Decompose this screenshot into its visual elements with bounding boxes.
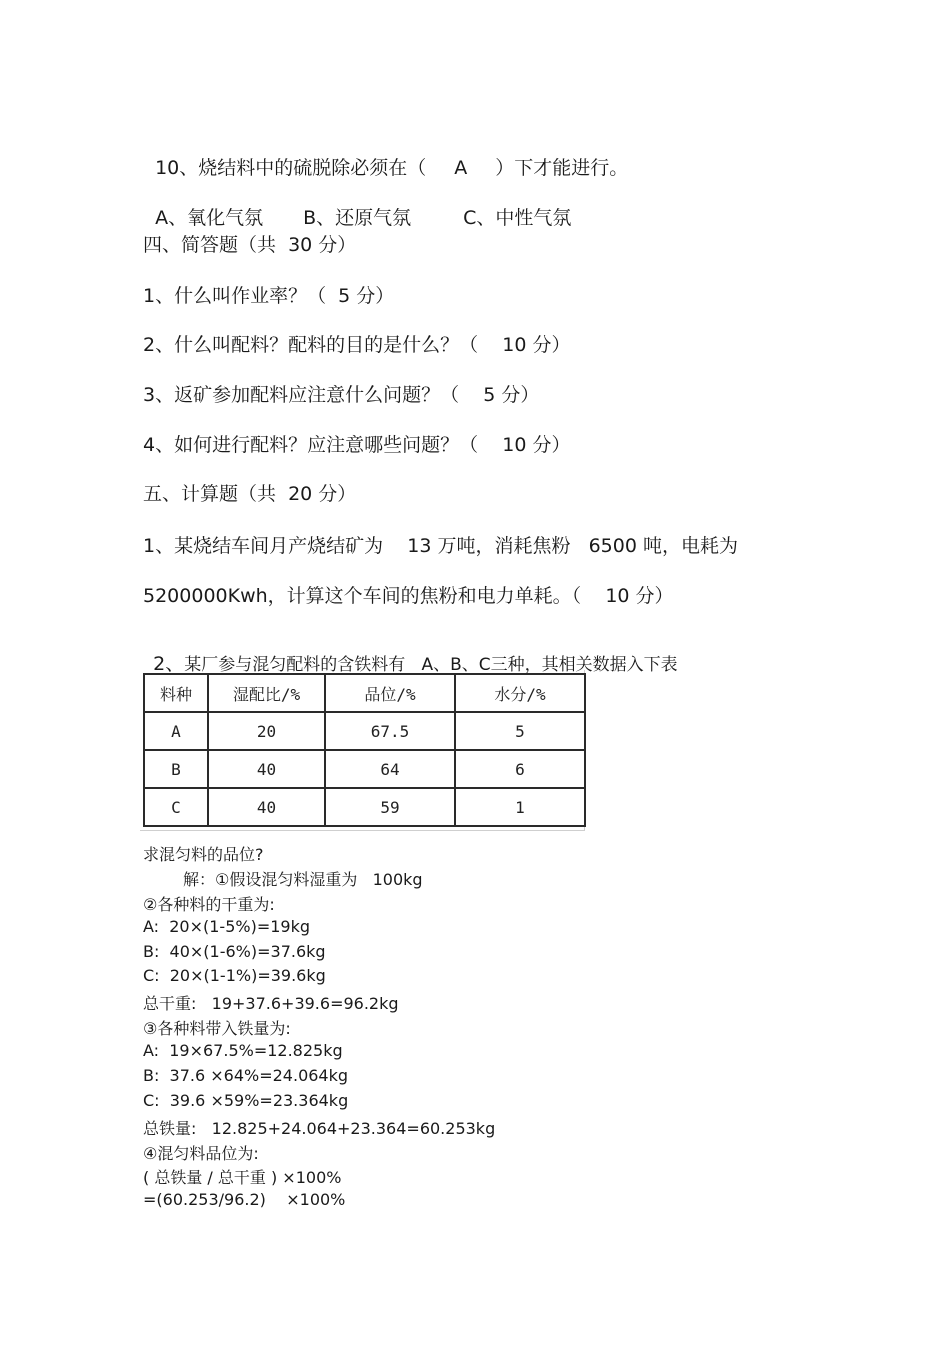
table-row xyxy=(144,712,585,750)
solution-line: A: 20×(1-5%)=19kg xyxy=(143,917,310,936)
solution-line: B: 37.6 ×64%=24.064kg xyxy=(143,1066,349,1085)
solution-line: 解：①假设混匀料湿重为 100kg xyxy=(183,870,423,889)
question-10-options xyxy=(143,181,571,230)
table-cell: B xyxy=(144,750,208,788)
question-10 xyxy=(143,131,628,180)
table-cell: A xyxy=(144,712,208,750)
table-header: 湿配比/% xyxy=(208,674,325,712)
table-cell: 5 xyxy=(455,712,585,750)
solution-line: ④混匀料品位为: xyxy=(143,1144,259,1163)
option-b: B、还原气氛 xyxy=(303,207,412,229)
calc-q1-line1: 1、某烧结车间月产烧结矿为 13 万吨，消耗焦粉 6500 吨，电耗为 xyxy=(143,535,738,557)
calc-q1-line2: 5200000Kwh，计算这个车间的焦粉和电力单耗。（ 10 分） xyxy=(143,585,674,607)
table-cell: 6 xyxy=(455,750,585,788)
section-4-title: 四、简答题（共 30 分） xyxy=(143,234,357,256)
table-cell: C xyxy=(144,788,208,826)
option-a: A、氧化气氛 xyxy=(155,207,264,229)
table-cell: 1 xyxy=(455,788,585,826)
table-cell: 64 xyxy=(325,750,455,788)
table-cell: 40 xyxy=(208,750,325,788)
solution-line: ( 总铁量 / 总干重 ) ×100% xyxy=(143,1168,342,1187)
section-4-item: 2、什么叫配料？配料的目的是什么？（ 10 分） xyxy=(143,334,571,356)
table-cell: 20 xyxy=(208,712,325,750)
solution-line: ③各种料带入铁量为: xyxy=(143,1019,291,1038)
data-table xyxy=(143,673,586,827)
table-row xyxy=(144,788,585,826)
section-4-item: 1、什么叫作业率？（ 5 分） xyxy=(143,285,395,307)
calc-q2-text: 某厂参与混匀配料的含铁料有 A、B、C三种，其相关数据入下表 xyxy=(184,655,678,675)
solution-line: C: 20×(1-1%)=39.6kg xyxy=(143,966,326,985)
section-4-item: 3、返矿参加配料应注意什么问题？（ 5 分） xyxy=(143,384,540,406)
section-5-title: 五、计算题（共 20 分） xyxy=(143,483,357,505)
question-10-answer: A xyxy=(454,157,468,179)
table-cell: 59 xyxy=(325,788,455,826)
table-row xyxy=(144,750,585,788)
section-4-item: 4、如何进行配料？应注意哪些问题？（ 10 分） xyxy=(143,434,571,456)
calc-q2-number: 2、 xyxy=(153,653,185,675)
solution-line: ②各种料的干重为: xyxy=(143,895,275,914)
table-header-row xyxy=(144,674,585,712)
option-c: C、中性气氛 xyxy=(463,207,572,229)
table-header: 水分/% xyxy=(455,674,585,712)
question-10-text: 10、烧结料中的硫脱除必须在（ xyxy=(155,157,427,179)
solution-line: C: 39.6 ×59%=23.364kg xyxy=(143,1091,349,1110)
solution-line: =(60.253/96.2) ×100% xyxy=(143,1190,346,1209)
table-header: 品位/% xyxy=(325,674,455,712)
solution-line: 总铁量: 12.825+24.064+23.364=60.253kg xyxy=(143,1119,496,1138)
table-header: 料种 xyxy=(144,674,208,712)
table-cell: 40 xyxy=(208,788,325,826)
solution-line: 总干重: 19+37.6+39.6=96.2kg xyxy=(143,994,399,1013)
question-10-text-end: ）下才能进行。 xyxy=(495,157,629,179)
table-cell: 67.5 xyxy=(325,712,455,750)
solution-line: B: 40×(1-6%)=37.6kg xyxy=(143,942,326,961)
solution-line: A: 19×67.5%=12.825kg xyxy=(143,1041,343,1060)
solution-question: 求混匀料的品位? xyxy=(143,845,264,864)
